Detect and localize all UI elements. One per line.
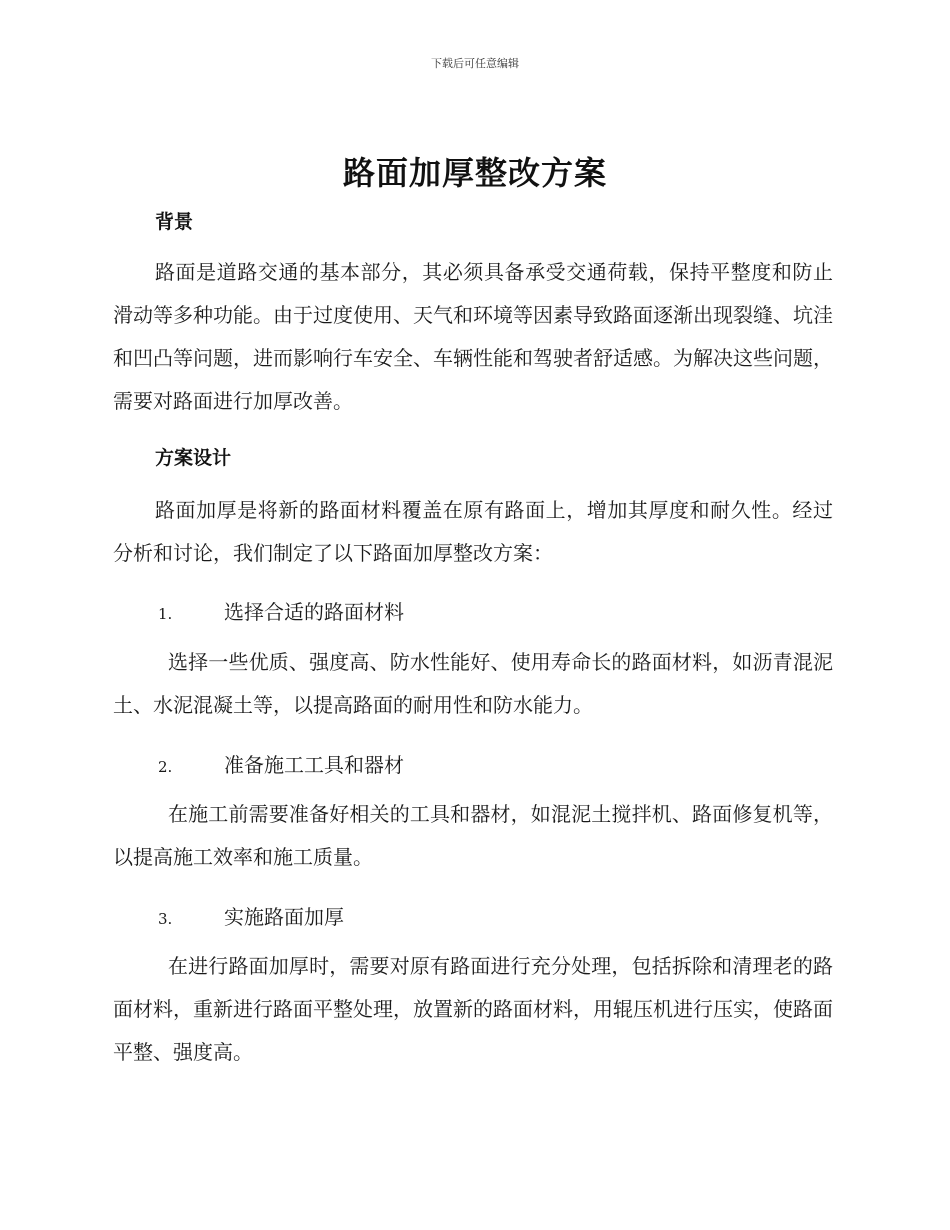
section-paragraph-design: 路面加厚是将新的路面材料覆盖在原有路面上，增加其厚度和耐久性。经过分析和讨论，我们制定了以下路面加厚整改方案： xyxy=(113,498,833,565)
step-detail-3: 在进行路面加厚时，需要对原有路面进行充分处理，包括拆除和清理老的路面材料，重新进行路面平整处理，放置新的路面材料，用辊压机进行压实，使路面平整、强度高。 xyxy=(113,954,833,1064)
list-title: 实施路面加厚 xyxy=(224,905,344,929)
section-paragraph-background: 路面是道路交通的基本部分，其必须具备承受交通荷载，保持平整度和防止滑动等多种功能。由于过度使用、天气和环境等因素导致路面逐渐出现裂缝、坑洼和凹凸等问题，进而影响行车安全、车辆性能和驾驶者舒适感。为解决这些问题，需要对路面进行加厚改善。 xyxy=(113,260,833,413)
page-header-note: 下载后可任意编辑 xyxy=(431,57,519,70)
list-number: 1. xyxy=(158,605,173,623)
list-title: 选择合适的路面材料 xyxy=(224,600,404,624)
section-heading-background: 背景 xyxy=(155,211,194,233)
list-title: 准备施工工具和器材 xyxy=(224,753,404,777)
step-detail-2: 在施工前需要准备好相关的工具和器材，如混泥土搅拌机、路面修复机等，以提高施工效率和施工质量。 xyxy=(113,802,833,869)
list-number: 3. xyxy=(158,910,173,928)
step-detail-1: 选择一些优质、强度高、防水性能好、使用寿命长的路面材料，如沥青混泥土、水泥混凝土等，以提高路面的耐用性和防水能力。 xyxy=(113,650,833,717)
list-item-2 xyxy=(158,749,404,778)
document-title: 路面加厚整改方案 xyxy=(342,154,607,192)
list-item-1 xyxy=(158,596,404,625)
list-item-3 xyxy=(158,901,344,930)
section-heading-design: 方案设计 xyxy=(155,447,232,469)
list-number: 2. xyxy=(158,758,173,776)
